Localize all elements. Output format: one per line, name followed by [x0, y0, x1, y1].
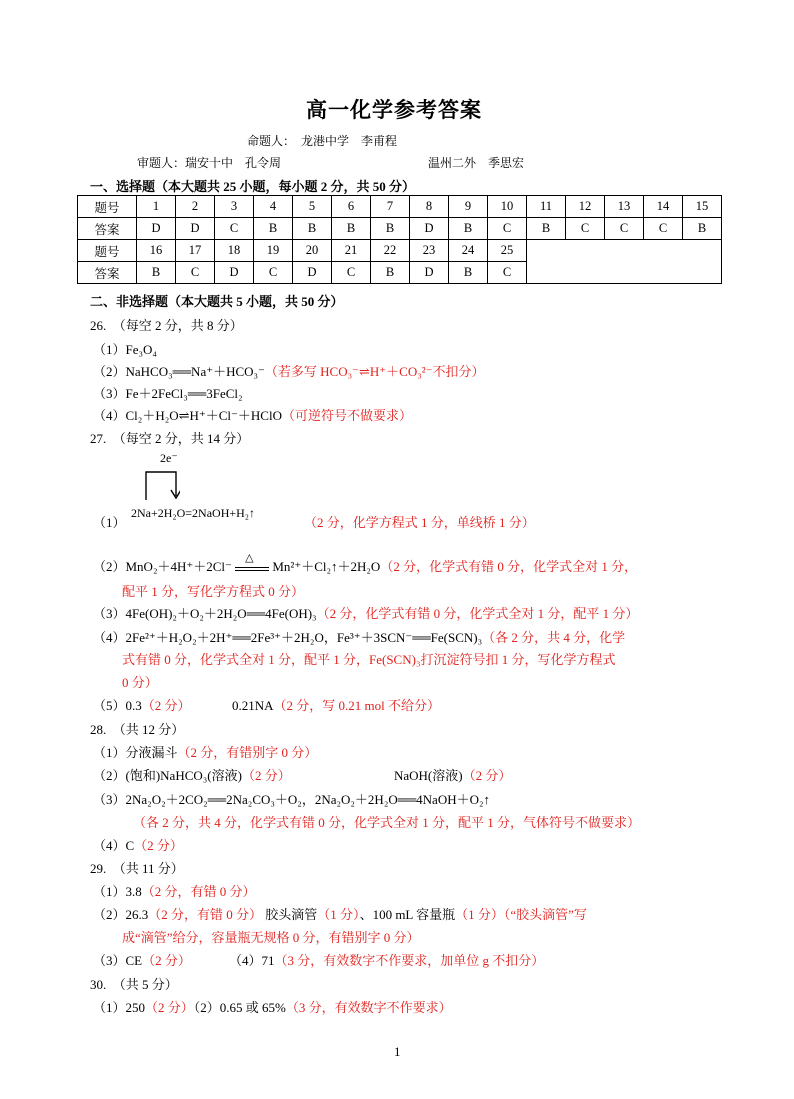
row-label-a: 答案 [78, 262, 137, 284]
question-number-cell: 5 [293, 196, 332, 218]
q28-answer-2b-note: （2 分） [462, 768, 512, 783]
q29-answer-2 [93, 904, 587, 923]
question-number-cell: 15 [683, 196, 722, 218]
answer-cell: B [527, 218, 566, 240]
answer-cell: C [254, 262, 293, 284]
question-number-cell: 17 [176, 240, 215, 262]
q29-answer-1 [93, 881, 256, 900]
q29-answer-4-note: （3 分，有效数字不作要求，加单位 g 不扣分） [274, 953, 545, 968]
q26-answer-4-note: （可逆符号不做要求） [281, 408, 412, 423]
answer-cell: C [488, 262, 527, 284]
question-number-cell: 12 [566, 196, 605, 218]
answer-cell: C [605, 218, 644, 240]
q29-answer-2b: 胶头滴管 [265, 907, 318, 922]
section-1-heading: 一、选择题（本大题共 25 小题，每小题 2 分，共 50 分） [90, 179, 416, 194]
answer-cell: C [176, 262, 215, 284]
question-number-cell: 4 [254, 196, 293, 218]
q26-answer-2-text: （2）NaHCO₃══Na⁺＋HCO₃⁻ [93, 364, 265, 379]
q27-answer-2-note-cont: 配平 1 分，写化学方程式 0 分） [122, 584, 305, 599]
question-number-cell: 7 [371, 196, 410, 218]
q29-answer-4: （4）71 [229, 953, 275, 968]
q29-answer-2a-note: （2 分，有错 0 分） [148, 907, 263, 922]
q30-answer-1: （1）250 [93, 1000, 146, 1015]
q29-answer-2c: 、100 mL 容量瓶 [359, 907, 456, 922]
q30-answer-1-note: （2 分） [145, 1000, 194, 1015]
q27-answer-1-num: （1） [93, 515, 126, 530]
q26-answer-3: （3）Fe＋2FeCl₃══3FeCl₂ [93, 386, 243, 401]
q27-answer-3 [93, 603, 638, 622]
q28-answer-1-text: （1）分液漏斗 [93, 745, 178, 760]
question-number-cell: 11 [527, 196, 566, 218]
q28-answer-2a-line [93, 765, 291, 784]
q28-answer-2a-note: （2 分） [241, 768, 291, 783]
row-label-a: 答案 [78, 218, 137, 240]
question-number-cell: 16 [137, 240, 176, 262]
q29-heading: 29. （共 11 分） [90, 861, 184, 876]
q27-answer-5a-note: （2 分） [141, 698, 191, 713]
q29-answer-1-text: （1）3.8 [93, 884, 142, 899]
q26-answer-1: （1）Fe₃O₄ [93, 342, 157, 357]
question-number-cell: 8 [410, 196, 449, 218]
q26-answer-4 [93, 405, 412, 424]
q29-answer-3: （3）CE [93, 953, 143, 968]
answer-cell: B [449, 218, 488, 240]
reviewer-line-a: 审题人：瑞安十中 孔令周 [137, 156, 282, 170]
q28-answer-4-text: （4）C [93, 838, 135, 853]
q28-heading: 28. （共 12 分） [90, 722, 185, 737]
q27-answer-3-text: （3）4Fe(OH)₂＋O₂＋2H₂O══4Fe(OH)₃ [93, 606, 317, 621]
question-number-cell: 13 [605, 196, 644, 218]
heating-condition [235, 552, 269, 571]
q27-answer-5a: （5）0.3 [93, 698, 142, 713]
answer-cell: C [488, 218, 527, 240]
q26-answer-2-note: （若多写 HCO₃⁻⇌H⁺＋CO₃²⁻不扣分） [264, 364, 485, 379]
q27-answer-1-eq: 2Na+2H₂O=2NaOH+H₂↑ [131, 506, 255, 520]
answer-cell: C [566, 218, 605, 240]
row-label-q: 题号 [78, 196, 137, 218]
question-number-cell: 21 [332, 240, 371, 262]
q27-answer-1-note: （2 分，化学方程式 1 分，单线桥 1 分） [304, 515, 535, 530]
q29-answer-3-line [93, 950, 191, 969]
q26-answer-4-text: （4）Cl₂＋H₂O⇌H⁺＋Cl⁻＋HClO [93, 408, 282, 423]
answer-cell: B [332, 218, 371, 240]
q27-answer-5b-line [232, 695, 440, 714]
q27-heading: 27. （每空 2 分，共 14 分） [90, 431, 250, 446]
q29-answer-3-note: （2 分） [142, 953, 191, 968]
answer-table [77, 195, 722, 284]
q30-answer-2: （2）0.65 或 65% [193, 1000, 286, 1015]
question-number-cell: 18 [215, 240, 254, 262]
q27-answer-4 [93, 627, 625, 646]
answer-cell: D [137, 218, 176, 240]
q27-answer-2 [93, 552, 638, 575]
question-number-cell: 19 [254, 240, 293, 262]
answer-cell: C [215, 218, 254, 240]
question-number-cell: 6 [332, 196, 371, 218]
page-title: 高一化学参考答案 [306, 98, 482, 122]
setter-line-1: 命题人： 龙港中学 李甫程 [247, 134, 398, 148]
q29-answer-4-line [229, 950, 544, 969]
answer-cell: D [410, 262, 449, 284]
q27-answer-5b: 0.21NA [232, 698, 274, 713]
question-number-cell: 22 [371, 240, 410, 262]
q27-answer-2-left: （2）MnO₂＋4H⁺＋2Cl⁻ [93, 559, 232, 574]
q28-answer-4-note: （2 分） [134, 838, 183, 853]
answer-cell: C [332, 262, 371, 284]
question-number-cell: 2 [176, 196, 215, 218]
q27-answer-4-note: （各 2 分，共 4 分，化学 [482, 630, 626, 645]
q29-answer-2-note-cont: 成“滴管”给分，容量瓶无规格 0 分，有错别字 0 分） [122, 930, 420, 945]
q29-answer-1-note: （2 分，有错 0 分） [141, 884, 256, 899]
q28-answer-1 [93, 742, 317, 761]
answer-cell: B [254, 218, 293, 240]
q28-answer-3: （3）2Na₂O₂＋2CO₂══2Na₂CO₃＋O₂，2Na₂O₂＋2H₂O══4NaOH＋O₂↑ [93, 792, 491, 807]
equals-bar [235, 567, 269, 571]
answer-cell: D [293, 262, 332, 284]
q27-answer-4-note-2: 式有错 0 分，化学式全对 1 分，配平 1 分，Fe(SCN)₃打沉淀符号扣 1 分，写化学方程式 [122, 652, 616, 667]
q30-heading: 30. （共 5 分） [90, 977, 178, 992]
q28-answer-2b: NaOH(溶液) [394, 768, 463, 783]
question-number-cell: 9 [449, 196, 488, 218]
q26-heading: 26. （每空 2 分，共 8 分） [90, 318, 243, 333]
answer-cell: B [371, 262, 410, 284]
heat-delta-icon: △ [245, 552, 254, 564]
q26-answer-2 [93, 361, 485, 380]
question-number-cell: 20 [293, 240, 332, 262]
answer-cell: B [137, 262, 176, 284]
reviewer-line-b: 温州二外 季思宏 [428, 156, 525, 170]
answer-cell: D [410, 218, 449, 240]
q27-answer-4-text: （4）2Fe²⁺＋H₂O₂＋2H⁺══2Fe³⁺＋2H₂O，Fe³⁺＋3SCN⁻══Fe(SCN)₃ [93, 630, 483, 645]
single-line-bridge-icon [144, 470, 180, 502]
answer-cell: C [644, 218, 683, 240]
answer-cell: B [371, 218, 410, 240]
q28-answer-2a: （2）(饱和)NaHCO₃(溶液) [93, 768, 242, 783]
section-2-heading: 二、非选择题（本大题共 5 小题，共 50 分） [90, 294, 344, 309]
q30-answer-2-note: （3 分，有效数字不作要求） [285, 1000, 452, 1015]
electron-transfer-label: 2e⁻ [160, 451, 178, 465]
question-number-cell: 25 [488, 240, 527, 262]
q28-answer-4 [93, 835, 183, 854]
answer-cell: B [449, 262, 488, 284]
question-number-cell: 3 [215, 196, 254, 218]
q27-answer-2-note: （2 分，化学式有错 0 分，化学式全对 1 分， [380, 559, 638, 574]
q27-answer-2-right: Mn²⁺＋Cl₂↑＋2H₂O [272, 559, 381, 574]
q27-answer-3-note: （2 分，化学式有错 0 分，化学式全对 1 分，配平 1 分） [316, 606, 639, 621]
answer-cell: D [215, 262, 254, 284]
q28-answer-2b-line [394, 765, 511, 784]
q27-answer-5b-note: （2 分，写 0.21 mol 不给分） [273, 698, 441, 713]
q29-answer-2a: （2）26.3 [93, 907, 149, 922]
question-number-cell: 1 [137, 196, 176, 218]
q30-answers [93, 997, 452, 1016]
question-number-cell: 23 [410, 240, 449, 262]
page-number: 1 [394, 1044, 401, 1059]
q28-answer-1-note: （2 分，有错别字 0 分） [177, 745, 318, 760]
q27-answer-5 [93, 695, 191, 714]
q29-answer-2c-note: （1 分）（“胶头滴管”写 [455, 907, 587, 922]
empty-table-area [527, 240, 722, 284]
row-label-q: 题号 [78, 240, 137, 262]
question-number-cell: 10 [488, 196, 527, 218]
q28-answer-3-note: （各 2 分，共 4 分，化学式有错 0 分，化学式全对 1 分，配平 1 分，气体符号不做要求） [133, 815, 641, 830]
question-number-cell: 24 [449, 240, 488, 262]
q29-answer-2b-note: （1 分） [317, 907, 360, 922]
answer-cell: B [293, 218, 332, 240]
q27-answer-4-note-3: 0 分） [122, 675, 158, 690]
answer-cell: B [683, 218, 722, 240]
answer-cell: D [176, 218, 215, 240]
question-number-cell: 14 [644, 196, 683, 218]
